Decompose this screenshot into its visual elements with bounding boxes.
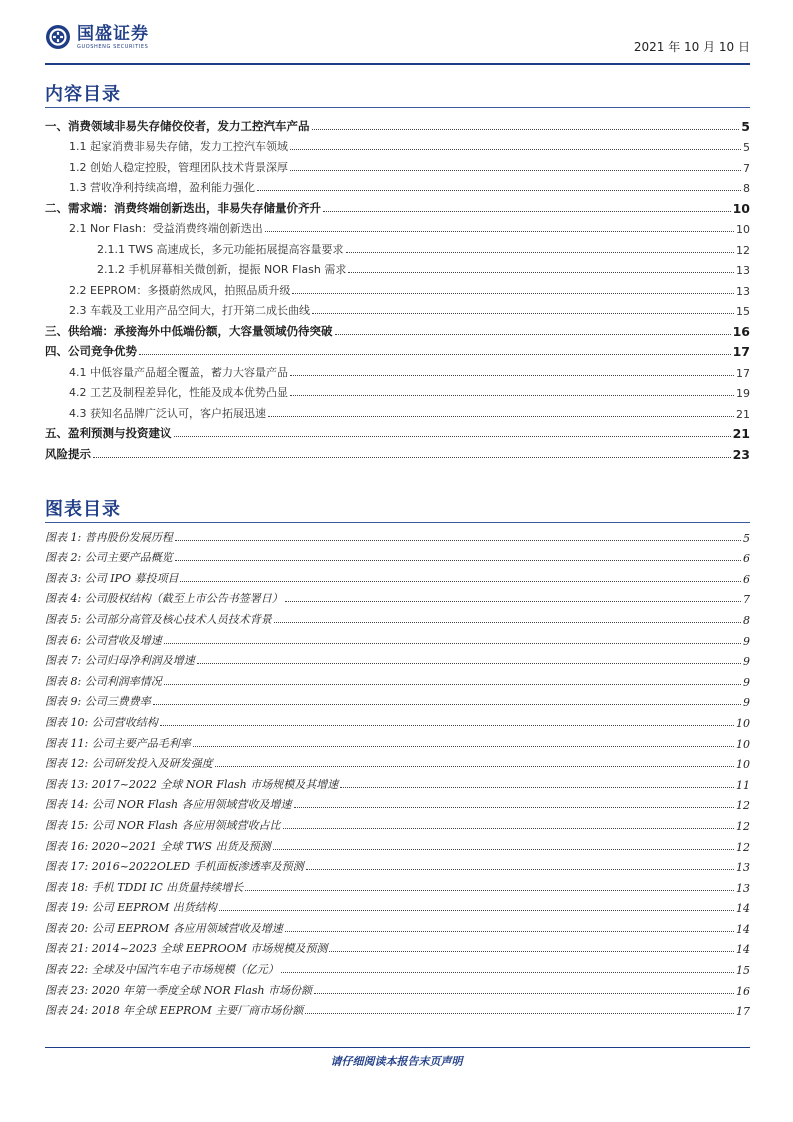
- toc-entry-label: 2.3 车载及工业用产品空间大，打开第二成长曲线: [69, 304, 310, 317]
- figure-entry-page: 14: [736, 902, 750, 916]
- figure-entry-page: 10: [736, 758, 750, 772]
- figure-entry-page: 12: [736, 840, 750, 854]
- toc-entry-page: 17: [736, 366, 750, 380]
- dot-leader: [139, 354, 731, 355]
- figure-entry-page: 9: [743, 696, 750, 710]
- toc-entry-page: 10: [736, 223, 750, 236]
- figure-entry-label: 图表 1: 普冉股份发展历程: [45, 530, 173, 544]
- dot-leader: [335, 334, 731, 335]
- figure-entry-label: 图表 8: 公司利润率情况: [45, 674, 162, 688]
- toc-entry-label: 四、公司竞争优势: [45, 344, 137, 358]
- figure-entry-label: 图表 14: 公司 NOR Flash 各应用领域营收及增速: [45, 798, 292, 812]
- dot-leader: [323, 211, 731, 212]
- company-logo: [45, 24, 149, 50]
- figure-entry[interactable]: [45, 648, 750, 669]
- dot-leader: [346, 252, 734, 253]
- toc-entry-page: 8: [743, 182, 750, 195]
- figure-entry[interactable]: [45, 668, 750, 689]
- toc-entry-page: 16: [732, 323, 750, 339]
- toc-entry-page: 17: [732, 344, 750, 359]
- dot-leader: [257, 190, 741, 191]
- figure-entry[interactable]: [45, 606, 750, 627]
- figure-entry-label: 图表 17: 2016~2022OLED 手机面板渗透率及预测: [45, 860, 304, 874]
- figure-entry[interactable]: [45, 998, 750, 1019]
- figure-entry[interactable]: [45, 915, 750, 936]
- figure-entry-label: 图表 23: 2020 年第一季度全球 NOR Flash 市场份额: [45, 983, 313, 997]
- toc-entry-label: 2.2 EEPROM：多摄蔚然成风，拍照品质升级: [69, 283, 291, 297]
- header-divider: [45, 63, 750, 65]
- toc-entry[interactable]: [45, 441, 750, 462]
- figure-entry-label: 图表 12: 公司研发投入及研发强度: [45, 757, 213, 771]
- figure-entry-label: 图表 5: 公司部分高管及核心技术人员技术背景: [45, 612, 272, 626]
- figure-entry[interactable]: [45, 689, 750, 710]
- dot-leader: [290, 395, 734, 396]
- dot-leader: [329, 951, 734, 952]
- dot-leader: [245, 890, 734, 891]
- dot-leader: [174, 436, 731, 437]
- figure-entry-page: 7: [743, 593, 750, 607]
- toc-entry-label: 一、消费领域非易失存储佼佼者，发力工控汽车产品: [45, 118, 310, 133]
- toc-entry-page: 21: [732, 426, 750, 441]
- figure-entry-page: 16: [736, 984, 750, 998]
- figure-entry-page: 11: [736, 778, 750, 792]
- figure-entry-label: 图表 19: 公司 EEPROM 出货结构: [45, 901, 217, 915]
- dot-leader: [285, 931, 734, 932]
- toc-entry-page: 13: [736, 264, 750, 277]
- toc-entry[interactable]: [45, 400, 750, 421]
- figure-entry[interactable]: [45, 956, 750, 977]
- figure-entry-page: 13: [736, 861, 750, 875]
- figure-entry-label: 图表 22: 全球及中国汽车电子市场规模（亿元）: [45, 963, 279, 977]
- figure-entry-label: 图表 16: 2020~2021 全球 TWS 出货及预测: [45, 839, 271, 853]
- report-date: 2021 年 10 月 10 日: [633, 40, 750, 54]
- toc-entry[interactable]: [45, 339, 750, 360]
- figure-entry-label: 图表 24: 2018 年全球 EEPROM 主要厂商市场份额: [45, 1004, 304, 1018]
- toc-entry-page: 21: [736, 407, 750, 421]
- figures-title: 图表目录: [45, 499, 121, 520]
- figure-entry-label: 图表 15: 公司 NOR Flash 各应用领域营收占比: [45, 818, 281, 832]
- figure-entry-page: 14: [736, 943, 750, 957]
- dot-leader: [340, 787, 734, 788]
- figure-entry[interactable]: [45, 874, 750, 895]
- toc-entry-page: 5: [743, 141, 750, 154]
- figure-entry-label: 图表 10: 公司营收结构: [45, 715, 158, 729]
- figure-entry-page: 14: [736, 922, 750, 936]
- figure-entry[interactable]: [45, 854, 750, 875]
- toc-entry-label: 4.3 获知名品牌广泛认可，客户拓展迅速: [69, 406, 266, 420]
- page-header: [45, 24, 750, 60]
- figure-entry-label: 图表 13: 2017~2022 全球 NOR Flash 市场规模及其增速: [45, 777, 339, 791]
- figure-entry-page: 17: [736, 1005, 750, 1019]
- toc-entry[interactable]: [45, 298, 750, 319]
- toc-entry-page: 12: [736, 243, 750, 257]
- figure-entry[interactable]: [45, 792, 750, 813]
- figure-entry-label: 图表 9: 公司三费费率: [45, 695, 151, 709]
- dot-leader: [285, 601, 741, 602]
- dot-leader: [93, 457, 731, 458]
- dot-leader: [283, 828, 734, 829]
- toc-entry-page: 7: [743, 161, 750, 175]
- dot-leader: [180, 581, 741, 582]
- figure-entry[interactable]: [45, 833, 750, 854]
- dot-leader: [294, 807, 734, 808]
- contents-title: 内容目录: [45, 84, 121, 105]
- dot-leader: [164, 643, 741, 644]
- figure-entry[interactable]: [45, 709, 750, 730]
- toc-entry[interactable]: [45, 318, 750, 339]
- toc-entry-label: 风险提示: [45, 446, 91, 461]
- toc-entry[interactable]: [45, 421, 750, 442]
- toc-entry[interactable]: [45, 113, 750, 134]
- dot-leader: [193, 746, 734, 747]
- figure-entry-label: 图表 7: 公司归母净利润及增速: [45, 654, 195, 668]
- logo-english-name: GUOSHENG SECURITIES: [77, 43, 149, 50]
- figure-entry-page: 12: [736, 819, 750, 833]
- toc-entry-page: 15: [736, 305, 750, 318]
- toc-entry-label: 2.1.2 手机屏幕相关微创新，提振 NOR Flash 需求: [97, 263, 347, 276]
- figure-entry-label: 图表 3: 公司 IPO 募投项目: [45, 571, 179, 585]
- figure-entry-label: 图表 18: 手机 TDDI IC 出货量持续增长: [45, 880, 244, 894]
- toc-entry[interactable]: [45, 134, 750, 155]
- figure-entry-page: 9: [743, 675, 750, 689]
- figure-entry[interactable]: [45, 524, 750, 545]
- figure-entry-page: 6: [743, 552, 750, 566]
- figure-entry-label: 图表 2: 公司主要产品概览: [45, 551, 173, 565]
- figure-entry-label: 图表 6: 公司营收及增速: [45, 633, 162, 647]
- toc-entry[interactable]: [45, 380, 750, 401]
- logo-chinese-name: 国盛证券: [77, 23, 149, 44]
- figure-entry-page: 9: [743, 655, 750, 669]
- figures-list: [45, 524, 750, 1018]
- dot-leader: [312, 313, 734, 314]
- toc-entry[interactable]: [45, 154, 750, 175]
- dot-leader: [153, 704, 741, 705]
- figure-entry[interactable]: [45, 812, 750, 833]
- toc-entry-label: 2.1.1 TWS 高速成长，多元功能拓展提高容量要求: [97, 242, 344, 256]
- figures-title-rule: [45, 522, 750, 523]
- toc-entry-page: 10: [732, 200, 750, 216]
- figure-entry-page: 6: [743, 572, 750, 586]
- dot-leader: [160, 725, 734, 726]
- footer-divider: [45, 1047, 750, 1048]
- toc-entry-label: 2.1 Nor Flash：受益消费终端创新迭出: [69, 222, 263, 235]
- dot-leader: [305, 1013, 734, 1014]
- toc-entry-label: 1.1 起家消费非易失存储，发力工控汽车领域: [69, 140, 288, 153]
- figure-entry[interactable]: [45, 586, 750, 607]
- figure-entry[interactable]: [45, 545, 750, 566]
- dot-leader: [215, 766, 734, 767]
- dot-leader: [164, 684, 741, 685]
- toc-entry-label: 1.2 创始人稳定控股，管理团队技术背景深厚: [69, 160, 288, 174]
- toc-entry-page: 23: [732, 446, 750, 462]
- dot-leader: [175, 540, 741, 541]
- toc-entry[interactable]: [45, 359, 750, 380]
- toc-entry-label: 二、需求端：消费终端创新迭出，非易失存储量价齐升: [45, 200, 321, 215]
- guosheng-logo-icon: [45, 24, 71, 50]
- figure-entry-label: 图表 4: 公司股权结构（截至上市公告书签署日）: [45, 592, 283, 606]
- toc-entry-label: 4.1 中低容量产品超全覆盖，蓄力大容量产品: [69, 365, 288, 379]
- dot-leader: [290, 375, 734, 376]
- dot-leader: [273, 849, 734, 850]
- dot-leader: [312, 129, 740, 130]
- toc-entry-page: 13: [736, 284, 750, 298]
- figure-entry[interactable]: [45, 977, 750, 998]
- dot-leader: [306, 869, 734, 870]
- figure-entry-label: 图表 11: 公司主要产品毛利率: [45, 736, 191, 750]
- figure-entry-page: 9: [743, 634, 750, 648]
- toc-entry[interactable]: [45, 216, 750, 237]
- toc-entry-label: 三、供给端：承接海外中低端份额，大容量领域仍待突破: [45, 323, 333, 338]
- dot-leader: [265, 231, 734, 232]
- dot-leader: [197, 663, 741, 664]
- figure-entry[interactable]: [45, 627, 750, 648]
- figure-entry-label: 图表 20: 公司 EEPROM 各应用领域营收及增速: [45, 921, 283, 935]
- dot-leader: [314, 993, 734, 994]
- dot-leader: [290, 170, 741, 171]
- toc-entry-label: 1.3 营收净利持续高增，盈利能力强化: [69, 181, 255, 194]
- figure-entry-page: 13: [736, 881, 750, 895]
- toc-entry-label: 五、盈利预测与投资建议: [45, 426, 172, 440]
- figure-entry-page: 8: [743, 613, 750, 627]
- toc-entry[interactable]: [45, 195, 750, 216]
- figure-entry-page: 10: [736, 737, 750, 751]
- dot-leader: [348, 272, 734, 273]
- dot-leader: [219, 910, 734, 911]
- toc-entry-label: 4.2 工艺及制程差异化，性能及成本优势凸显: [69, 386, 288, 399]
- toc-entry[interactable]: [45, 277, 750, 298]
- figure-entry-page: 5: [743, 531, 750, 545]
- toc-entry[interactable]: [45, 257, 750, 278]
- figure-entry-page: 12: [736, 799, 750, 813]
- toc-entry[interactable]: [45, 175, 750, 196]
- figure-entry-page: 10: [736, 716, 750, 730]
- figure-entry[interactable]: [45, 565, 750, 586]
- figure-entry[interactable]: [45, 895, 750, 916]
- figure-entry-label: 图表 21: 2014~2023 全球 EEPROOM 市场规模及预测: [45, 942, 328, 956]
- contents-title-rule: [45, 107, 750, 108]
- dot-leader: [290, 149, 741, 150]
- toc-entry-page: 5: [741, 118, 750, 134]
- footer-disclaimer: 请仔细阅读本报告末页声明: [330, 1055, 463, 1068]
- toc-entry[interactable]: [45, 236, 750, 257]
- figure-entry-page: 15: [736, 964, 750, 978]
- dot-leader: [175, 560, 741, 561]
- toc-entry-page: 19: [736, 387, 750, 400]
- figure-entry[interactable]: [45, 771, 750, 792]
- dot-leader: [268, 416, 734, 417]
- dot-leader: [274, 622, 741, 623]
- figure-entry[interactable]: [45, 730, 750, 751]
- dot-leader: [292, 293, 734, 294]
- figure-entry[interactable]: [45, 751, 750, 772]
- dot-leader: [281, 972, 734, 973]
- contents-list: [45, 113, 750, 462]
- figure-entry[interactable]: [45, 936, 750, 957]
